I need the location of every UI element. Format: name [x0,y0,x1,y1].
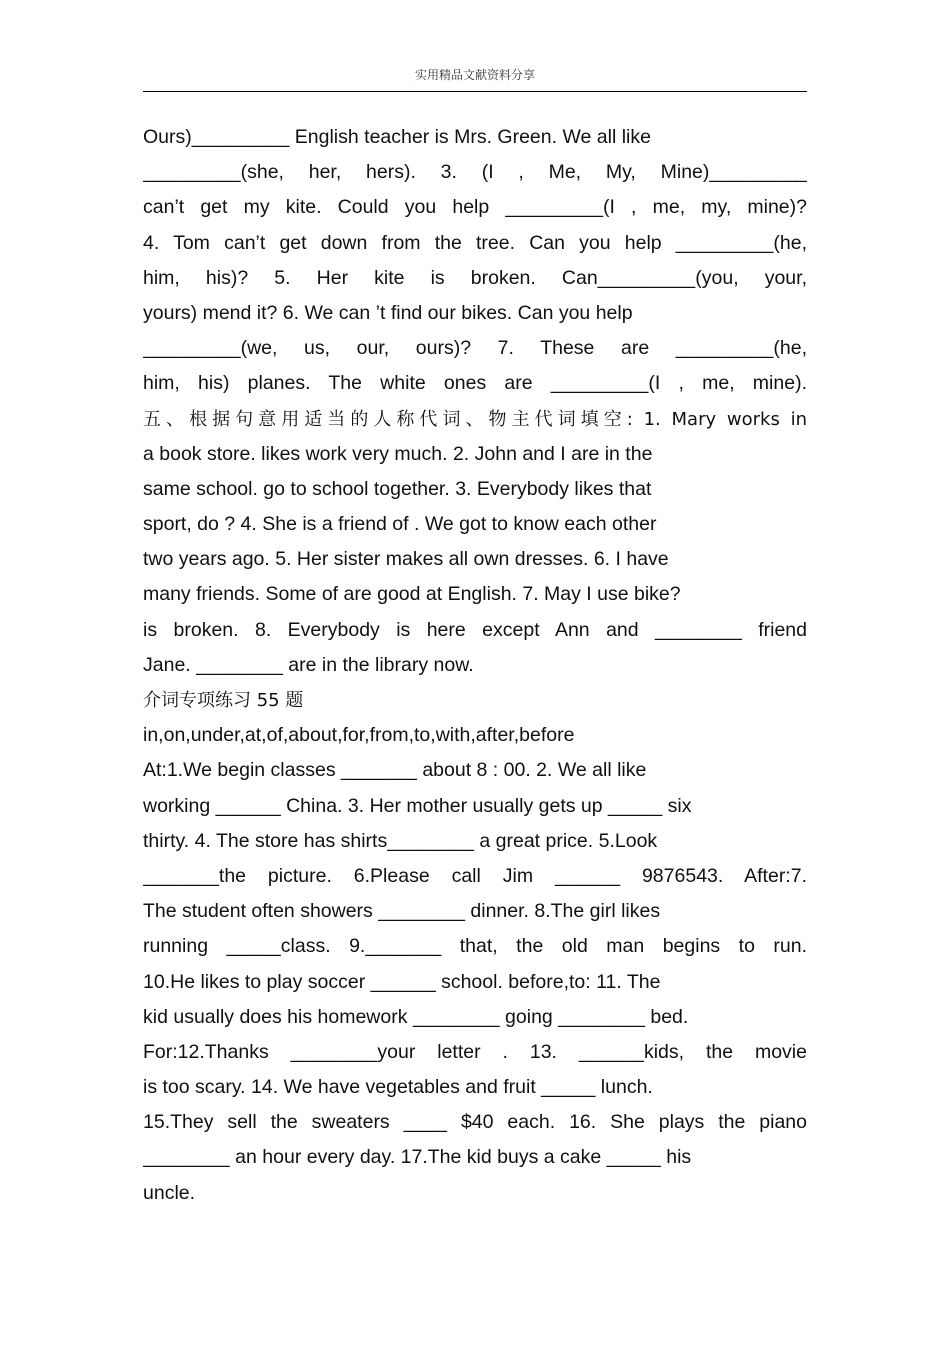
text-line: For:12.Thanks ________your letter . 13. ______kids, the movie [143,1040,807,1063]
text-line: 五、根据句意用适当的人称代词、物主代词填空: 1. Mary works in [143,408,807,430]
text-line: kid usually does his homework ________ going ________ bed. [143,1005,689,1028]
text-line: The student often showers ________ dinner. 8.The girl likes [143,900,661,923]
text-line: 10.He likes to play soccer ______ school. before,to: 11. The [143,970,661,993]
text-line: him, his) planes. The white ones are _________(I , me, mine). [143,372,807,395]
text-line: At:1.We begin classes _______ about 8 : 00. 2. We all like [143,759,647,782]
page-header: 实用精品文献资料分享 [414,68,535,82]
text-line: thirty. 4. The store has shirts________ a great price. 5.Look [143,829,658,852]
text-line: yours) mend it? 6. We can ’t find our bikes. Can you help [143,301,633,324]
text-line: running _____class. 9._______ that, the old man begins to run. [143,935,807,958]
text-line: _________(she, her, hers). 3. (I , Me, My, Mine)_________ [143,161,807,184]
document-body [143,120,807,1211]
text-line: 15.They sell the sweaters ____ $40 each. 16. She plays the piano [143,1111,807,1134]
text-line: ________ an hour every day. 17.The kid buys a cake _____ his [143,1146,692,1169]
text-line: working ______ China. 3. Her mother usually gets up _____ six [143,794,692,817]
text-line: a book store. likes work very much. 2. John and I are in the [143,442,653,465]
text-line: is broken. 8. Everybody is here except Ann and ________ friend [143,618,807,641]
text-line: many friends. Some of are good at English. 7. May I use bike? [143,583,681,606]
text-line: _________(we, us, our, ours)? 7. These are _________(he, [143,337,807,360]
text-line: uncle. [143,1181,196,1204]
text-line: 介词专项练习 55 题 [143,690,304,711]
text-line: same school. go to school together. 3. Everybody likes that [143,477,652,500]
text-line: Ours)_________ English teacher is Mrs. Green. We all like [143,126,651,148]
text-line: in,on,under,at,of,about,for,from,to,with,after,before [143,724,575,747]
text-line: Jane. ________ are in the library now. [143,653,474,676]
text-line: can’t get my kite. Could you help _________(I , me, my, mine)? [143,196,807,219]
text-line: sport, do ? 4. She is a friend of . We got to know each other [143,513,657,536]
text-line: two years ago. 5. Her sister makes all own dresses. 6. I have [143,548,669,571]
text-line: him, his)? 5. Her kite is broken. Can_________(you, your, [143,266,807,289]
text-line: _______the picture. 6.Please call Jim ______ 9876543. After:7. [143,864,807,887]
header-divider [143,91,807,92]
text-line: 4. Tom can’t get down from the tree. Can you help _________(he, [143,231,807,254]
text-line: is too scary. 14. We have vegetables and fruit _____ lunch. [143,1076,653,1099]
